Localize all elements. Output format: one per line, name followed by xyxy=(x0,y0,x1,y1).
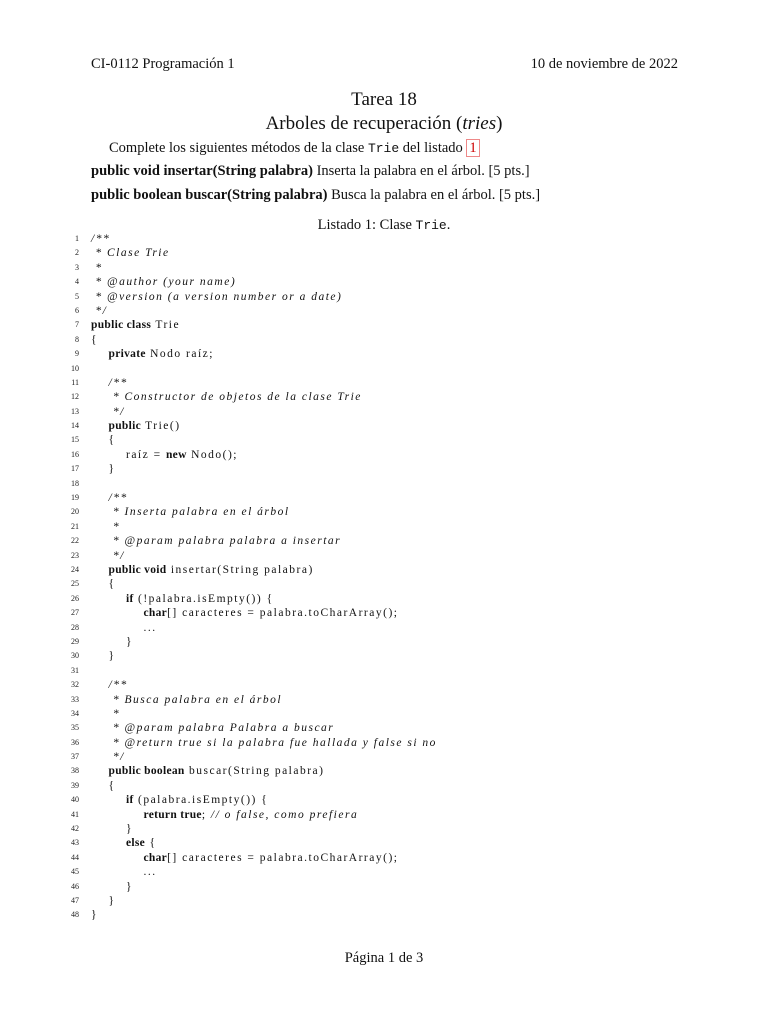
code-text xyxy=(91,621,157,635)
code-text xyxy=(91,390,362,404)
code-line xyxy=(0,520,768,534)
code-line xyxy=(0,880,768,894)
code-line xyxy=(0,635,768,649)
code-line xyxy=(0,405,768,419)
code-comment: */ xyxy=(91,751,125,764)
code-line xyxy=(0,304,768,318)
line-number: 39 xyxy=(71,780,79,790)
code-segment xyxy=(91,852,144,864)
code-line xyxy=(0,621,768,635)
code-line xyxy=(0,851,768,865)
line-number: 33 xyxy=(71,694,79,704)
code-line xyxy=(0,606,768,620)
course-header: CI-0112 Programación 1 xyxy=(91,56,235,72)
code-text xyxy=(91,261,103,275)
code-segment xyxy=(91,837,126,849)
code-text xyxy=(91,736,437,750)
line-number: 47 xyxy=(71,895,79,905)
line-number: 15 xyxy=(71,435,79,445)
line-number: 17 xyxy=(71,464,79,474)
page-footer: Página 1 de 3 xyxy=(344,950,424,966)
code-line xyxy=(0,462,768,476)
code-text xyxy=(91,721,334,735)
line-number: 4 xyxy=(75,277,79,287)
code-text xyxy=(91,808,358,822)
line-number: 48 xyxy=(71,910,79,920)
line-number: 28 xyxy=(71,622,79,632)
code-line xyxy=(0,376,768,390)
line-number: 19 xyxy=(71,493,79,503)
line-number: 20 xyxy=(71,507,79,517)
code-text xyxy=(91,851,398,865)
code-comment: * @param palabra palabra a insertar xyxy=(91,535,342,548)
code-text xyxy=(91,304,107,318)
code-segment: Nodo(); xyxy=(186,448,238,461)
line-number: 22 xyxy=(71,536,79,546)
code-comment: * xyxy=(91,520,121,533)
intro-after: del listado xyxy=(399,140,467,156)
code-line xyxy=(0,678,768,692)
code-text xyxy=(91,534,341,548)
intro-class-name: Trie xyxy=(367,141,400,156)
line-number: 45 xyxy=(71,867,79,877)
code-line xyxy=(0,750,768,764)
line-number: 36 xyxy=(71,737,79,747)
subtitle-main: Arboles de recuperación ( xyxy=(265,113,463,134)
caption-class-name: Trie xyxy=(415,218,447,233)
line-number: 31 xyxy=(71,665,79,675)
code-text xyxy=(91,865,157,879)
line-number: 16 xyxy=(71,449,79,459)
line-number: 42 xyxy=(71,824,79,834)
code-keyword: new xyxy=(165,448,187,461)
code-text xyxy=(91,505,290,519)
code-comment: */ xyxy=(91,304,108,317)
line-number: 13 xyxy=(71,406,79,416)
line-number: 12 xyxy=(71,392,79,402)
line-number: 43 xyxy=(71,838,79,848)
code-text xyxy=(91,376,128,390)
code-text xyxy=(91,275,236,289)
code-line xyxy=(0,333,768,347)
code-line xyxy=(0,779,768,793)
code-line xyxy=(0,649,768,663)
code-segment: } xyxy=(91,635,134,648)
line-number: 6 xyxy=(75,305,79,315)
line-number: 35 xyxy=(71,723,79,733)
code-comment: * @param palabra Palabra a buscar xyxy=(91,722,335,735)
line-number: 44 xyxy=(71,852,79,862)
code-text xyxy=(91,693,282,707)
code-comment: */ xyxy=(91,549,125,562)
line-number: 46 xyxy=(71,881,79,891)
code-comment: * Inserta palabra en el árbol xyxy=(91,506,290,519)
code-keyword: public xyxy=(108,420,141,433)
code-segment xyxy=(91,794,126,806)
method-signature: public boolean buscar(String palabra) xyxy=(91,187,328,203)
code-text xyxy=(91,232,110,246)
code-line xyxy=(0,563,768,577)
code-line xyxy=(0,707,768,721)
code-segment: insertar(String palabra) xyxy=(166,563,314,576)
code-line xyxy=(0,347,768,361)
code-segment: (!palabra.isEmpty()) { xyxy=(133,592,274,605)
line-number: 30 xyxy=(71,651,79,661)
line-number: 38 xyxy=(71,766,79,776)
code-text xyxy=(91,880,133,894)
code-segment xyxy=(91,593,126,605)
code-line xyxy=(0,865,768,879)
line-number: 40 xyxy=(71,795,79,805)
line-number: 18 xyxy=(71,478,79,488)
line-number: 2 xyxy=(75,248,79,258)
line-number: 3 xyxy=(75,262,79,272)
code-comment: * Clase Trie xyxy=(91,247,170,260)
line-number: 21 xyxy=(71,521,79,531)
code-line xyxy=(0,390,768,404)
code-line xyxy=(0,232,768,246)
code-line xyxy=(0,693,768,707)
code-text xyxy=(91,678,128,692)
code-segment: } xyxy=(91,880,134,893)
code-segment: ... xyxy=(91,866,157,879)
code-comment: */ xyxy=(91,405,125,418)
code-text xyxy=(91,347,214,361)
listing-reference-link[interactable]: 1 xyxy=(466,139,479,157)
code-segment xyxy=(91,564,109,576)
page-subtitle xyxy=(0,113,768,135)
code-text xyxy=(91,246,170,260)
code-segment: raíz = xyxy=(91,448,166,461)
code-text xyxy=(91,592,274,606)
code-segment: { xyxy=(91,333,99,346)
method-description: Inserta la palabra en el árbol. [5 pts.] xyxy=(312,163,530,179)
line-number: 32 xyxy=(71,680,79,690)
code-text xyxy=(91,405,125,419)
code-comment: * xyxy=(91,261,103,274)
code-segment xyxy=(91,348,109,360)
code-segment: { xyxy=(91,779,116,792)
code-segment: Trie() xyxy=(140,420,181,433)
intro-paragraph xyxy=(109,140,480,157)
subtitle-emphasis: tries xyxy=(462,113,497,134)
code-keyword: if xyxy=(126,794,134,807)
line-number: 14 xyxy=(71,421,79,431)
code-line xyxy=(0,592,768,606)
code-segment: { xyxy=(91,578,116,591)
code-segment: ... xyxy=(91,621,157,634)
line-number: 24 xyxy=(71,564,79,574)
code-line xyxy=(0,419,768,433)
code-line xyxy=(0,534,768,548)
intro-before: Complete los siguientes métodos de la clase xyxy=(109,140,368,156)
code-text xyxy=(91,793,268,807)
line-number: 8 xyxy=(75,334,79,344)
code-text xyxy=(91,290,342,304)
code-segment: (palabra.isEmpty()) { xyxy=(133,794,269,807)
code-comment: * @version (a version number or a date) xyxy=(91,290,343,303)
code-line xyxy=(0,318,768,332)
code-comment: /** xyxy=(91,492,128,505)
code-line xyxy=(0,275,768,289)
code-line xyxy=(0,764,768,778)
code-keyword: char xyxy=(143,851,168,864)
code-text xyxy=(91,836,157,850)
code-keyword: else xyxy=(126,837,146,850)
code-line xyxy=(0,721,768,735)
code-text xyxy=(91,491,128,505)
method-description: Busca la palabra en el árbol. [5 pts.] xyxy=(327,187,541,203)
line-number: 9 xyxy=(75,349,79,359)
code-keyword: if xyxy=(126,592,134,605)
code-segment xyxy=(91,809,144,821)
line-number: 26 xyxy=(71,593,79,603)
code-text xyxy=(91,750,125,764)
code-segment: } xyxy=(91,823,134,836)
code-keyword: public boolean xyxy=(108,765,185,778)
line-number: 23 xyxy=(71,550,79,560)
code-comment: /** xyxy=(91,233,111,245)
code-line xyxy=(0,290,768,304)
code-line xyxy=(0,448,768,462)
code-line xyxy=(0,505,768,519)
subtitle-close: ) xyxy=(496,113,503,134)
line-number: 11 xyxy=(71,377,79,387)
code-line xyxy=(0,822,768,836)
code-line xyxy=(0,261,768,275)
line-number: 41 xyxy=(71,809,79,819)
code-text xyxy=(91,318,180,332)
code-comment: * xyxy=(91,707,121,720)
code-text xyxy=(91,549,125,563)
code-segment: { xyxy=(145,837,157,850)
code-line xyxy=(0,793,768,807)
code-line xyxy=(0,664,768,678)
code-segment: [] caracteres = palabra.toCharArray(); xyxy=(167,607,399,620)
code-keyword: private xyxy=(108,348,146,361)
code-line xyxy=(0,836,768,850)
code-text xyxy=(91,764,325,778)
line-number: 29 xyxy=(71,636,79,646)
code-segment: Trie xyxy=(151,319,181,332)
code-comment: // o false, como prefiera xyxy=(210,808,359,821)
method-insertar xyxy=(91,163,530,180)
code-line xyxy=(0,808,768,822)
code-text xyxy=(91,635,133,649)
code-segment: } xyxy=(91,909,99,922)
code-line xyxy=(0,491,768,505)
page-title: Tarea 18 xyxy=(351,89,417,110)
code-text xyxy=(91,419,181,433)
code-segment: { xyxy=(91,434,116,447)
code-segment xyxy=(91,765,109,777)
line-number: 27 xyxy=(71,608,79,618)
code-keyword: return true xyxy=(143,808,202,821)
method-signature: public void insertar(String palabra) xyxy=(91,163,313,179)
line-number: 1 xyxy=(75,234,79,243)
code-listing xyxy=(0,232,768,923)
line-number: 37 xyxy=(71,752,79,762)
code-line xyxy=(0,894,768,908)
code-line xyxy=(0,549,768,563)
code-text xyxy=(91,520,120,534)
line-number: 7 xyxy=(75,320,79,330)
code-keyword: public class xyxy=(91,319,152,332)
code-line xyxy=(0,362,768,376)
code-comment: * @author (your name) xyxy=(91,276,237,289)
code-text xyxy=(91,333,98,347)
code-text xyxy=(91,462,116,476)
code-text xyxy=(91,779,116,793)
code-text xyxy=(91,707,120,721)
code-text xyxy=(91,606,398,620)
code-segment xyxy=(91,607,144,619)
code-segment: } xyxy=(91,463,116,476)
line-number: 25 xyxy=(71,579,79,589)
code-line xyxy=(0,908,768,922)
code-text xyxy=(91,822,133,836)
code-segment: } xyxy=(91,894,116,907)
code-line xyxy=(0,246,768,260)
caption-before: Listado 1: Clase xyxy=(317,217,416,233)
code-line xyxy=(0,477,768,491)
line-number: 34 xyxy=(71,708,79,718)
code-comment: * @return true si la palabra fue hallada y false si no xyxy=(91,736,437,749)
code-comment: /** xyxy=(91,376,128,389)
code-text xyxy=(91,908,98,922)
code-segment xyxy=(91,420,109,432)
code-line xyxy=(0,433,768,447)
code-comment: * Constructor de objetos de la clase Trie xyxy=(91,391,362,404)
code-keyword: char xyxy=(143,607,168,620)
code-segment: [] caracteres = palabra.toCharArray(); xyxy=(167,851,399,864)
line-number: 10 xyxy=(71,363,79,373)
caption-after: . xyxy=(446,217,451,233)
code-text xyxy=(91,433,116,447)
code-comment: /** xyxy=(91,679,128,692)
code-segment: Nodo raíz; xyxy=(145,348,214,361)
method-buscar xyxy=(91,187,540,204)
code-comment: * Busca palabra en el árbol xyxy=(91,693,283,706)
date-header: 10 de noviembre de 2022 xyxy=(530,56,678,72)
code-text xyxy=(91,894,116,908)
code-segment: ; xyxy=(201,808,211,821)
line-number: 5 xyxy=(75,291,79,301)
code-segment: } xyxy=(91,650,116,663)
code-text xyxy=(91,577,116,591)
code-keyword: public void xyxy=(108,563,167,576)
code-text xyxy=(91,563,314,577)
code-text xyxy=(91,448,238,462)
code-line xyxy=(0,736,768,750)
code-line xyxy=(0,577,768,591)
code-text xyxy=(91,649,116,663)
code-segment: buscar(String palabra) xyxy=(184,765,325,778)
